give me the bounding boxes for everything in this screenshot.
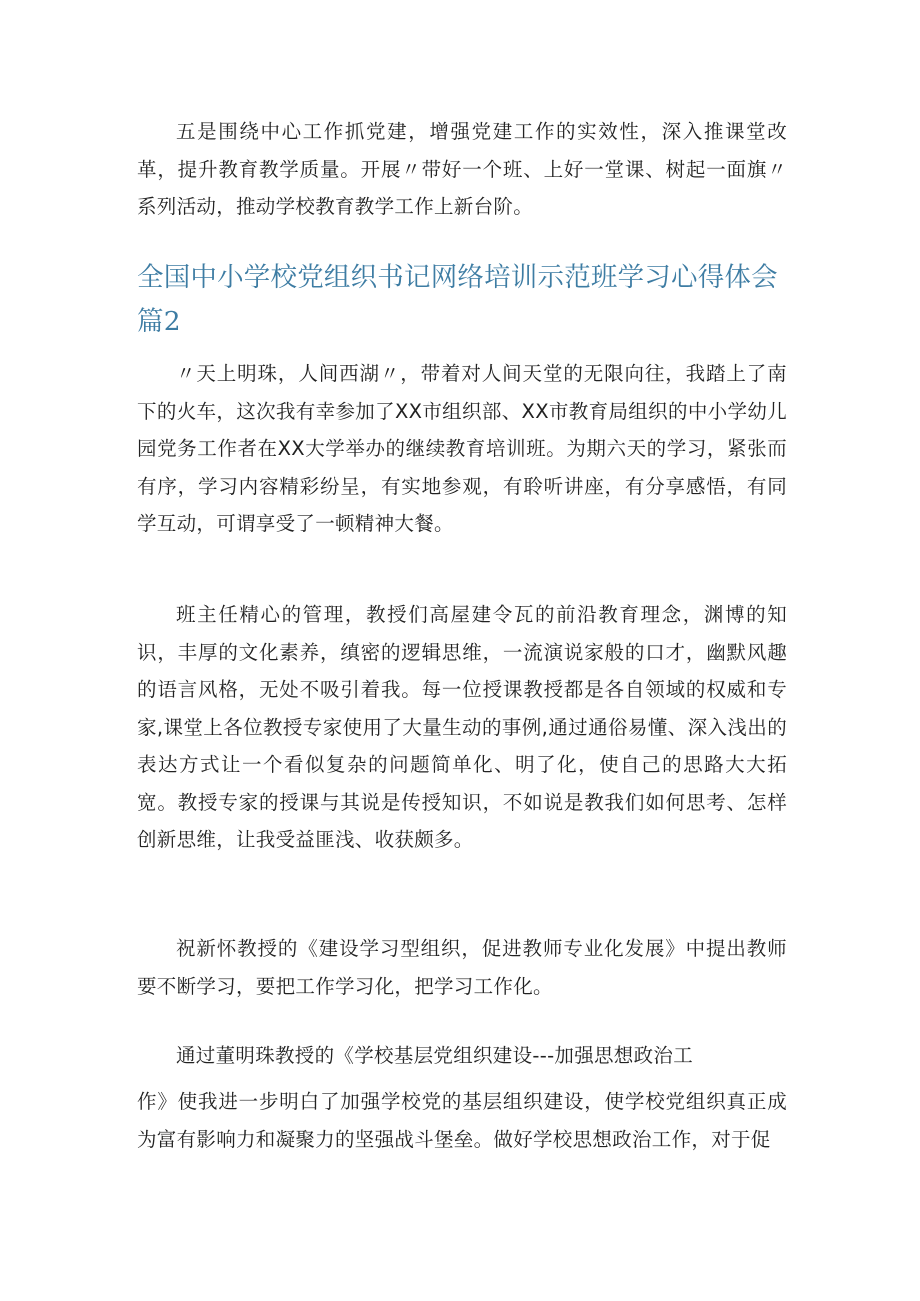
paragraph-professors: 班主任精心的管理，教授们高屋建令瓦的前沿教育理念，渊博的知识，丰厚的文化素养，缜密的逻辑思维，一流演说家般的口才，幽默风趣的语言风格，无处不吸引着我。每一位授课教授都是各自领域的权威和专家,课堂上各位教授专家使用了大量生动的事例,通过通俗易懂、深入浅出的表达方式让一个看似复杂的问题简单化、明了化，使自己的思路大大拓宽。教授专家的授课与其说是传授知识，不如说是教我们如何思考、怎样创新思维，让我受益匪浅、收获颇多。 xyxy=(137,603,787,851)
paragraph-party-building: 五是围绕中心工作抓党建，增强党建工作的实效性，深入推课堂改革，提升教育教学质量。开展〃带好一个班、上好一堂课、树起一面旗〃系列活动，推动学校教育教学工作上新台阶。 xyxy=(137,120,787,218)
paragraph-grassroots-party: 通过董明珠教授的《学校基层党组织建设---加强思想政治工 xyxy=(176,1044,694,1067)
paragraph-hangzhou-training: 〃天上明珠，人间西湖〃，带着对人间天堂的无限向往，我踏上了南下的火车，这次我有幸参加了XX市组织部、XX市教育局组织的中小学幼儿园党务工作者在XX大学举办的继续教育培训班。为期六天的学习，紧张而有序，学习内容精彩纷呈，有实地参观，有聆听讲座，有分享感悟，有同学互动，可谓享受了一顿精神大餐。 xyxy=(137,362,787,535)
paragraph-learning-organization: 祝新怀教授的《建设学习型组织，促进教师专业化发展》中提出教师要不断学习，要把工作学习化，把学习工作化。 xyxy=(137,937,787,998)
section-heading: 全国中小学校党组织书记网络培训示范班学习心得体会篇2 xyxy=(137,262,778,337)
paragraph-grassroots-party-continued: 作》使我进一步明白了加强学校党的基层组织建设，使学校党组织真正成为富有影响力和凝聚力的坚强战斗堡垒。做好学校思想政治工作，对于促 xyxy=(137,1090,787,1151)
